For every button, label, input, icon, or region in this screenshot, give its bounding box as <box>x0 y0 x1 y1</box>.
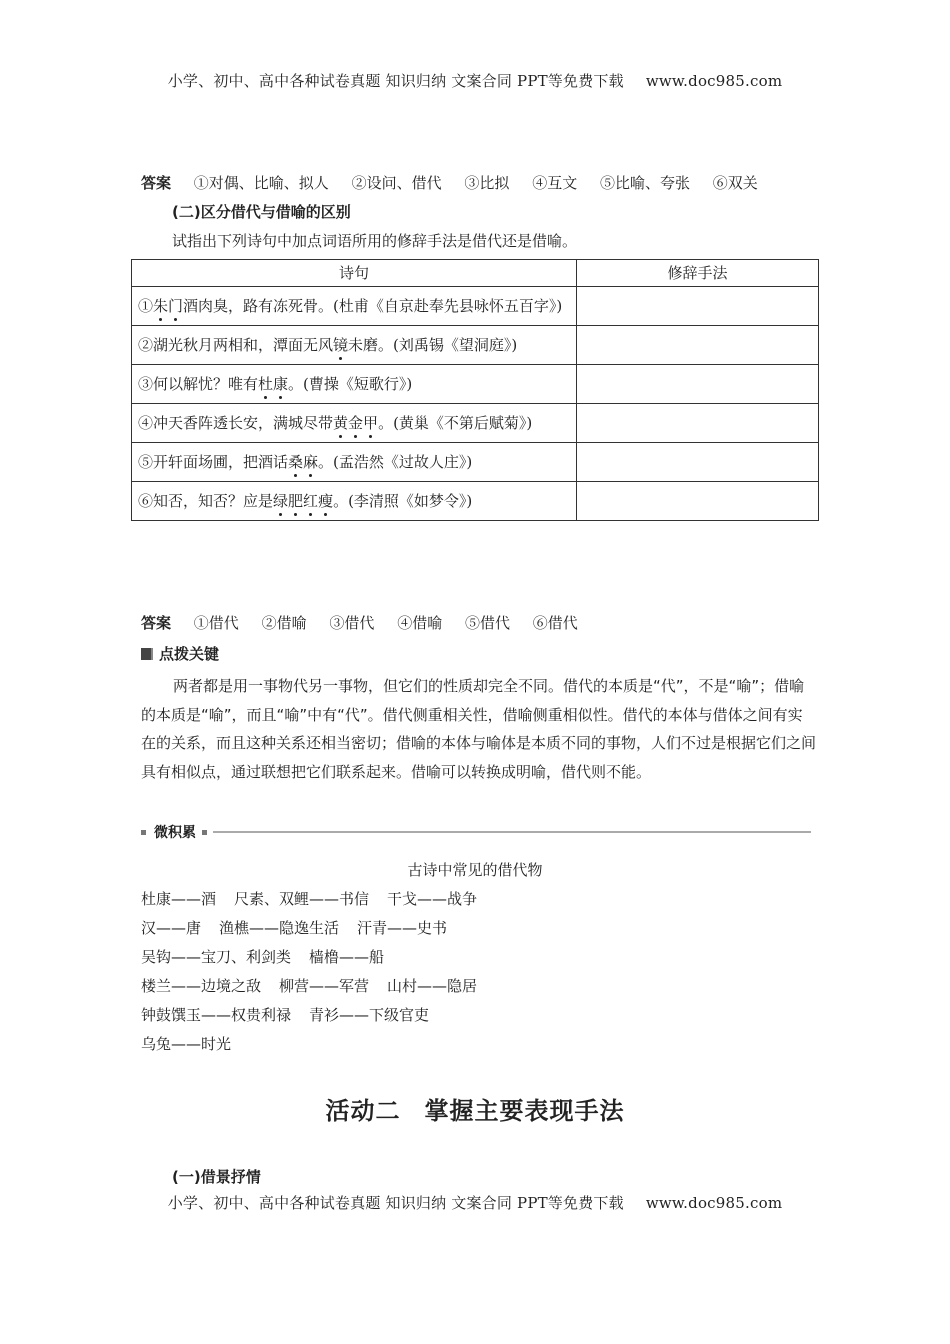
header-text: 小学、初中、高中各种试卷真题 知识归纳 文案合同 PPT等免费下载 <box>167 72 624 90</box>
answer-item: ⑥借代 <box>532 614 578 632</box>
answer-item: ①借代 <box>193 614 239 632</box>
answer-label: 答案 <box>141 174 172 192</box>
answer-cell <box>577 482 819 521</box>
emphasis-char: 康 <box>273 375 289 393</box>
list-line <box>141 917 465 938</box>
emphasis-char: 瘦 <box>318 492 334 510</box>
tip-heading <box>141 643 219 664</box>
list-item: 楼兰——边境之敌 <box>141 977 262 995</box>
answer-cell <box>577 404 819 443</box>
answer-cell <box>577 287 819 326</box>
emphasis-char: 杜 <box>258 375 274 393</box>
dotted-word <box>288 453 318 471</box>
list-item: 干戈——战争 <box>387 890 478 908</box>
emphasis-char: 肥 <box>288 492 304 510</box>
list-item: 尺素、双鲤——书信 <box>234 890 370 908</box>
tip-paragraph <box>141 672 817 786</box>
list-item: 青衫——下级官吏 <box>309 1006 430 1024</box>
emphasis-char: 镜 <box>333 336 349 354</box>
answer-line-2 <box>141 612 578 633</box>
footer-text: 小学、初中、高中各种试卷真题 知识归纳 文案合同 PPT等免费下载 <box>167 1194 624 1212</box>
list-title: 古诗中常见的借代物 <box>407 861 543 879</box>
table-row <box>132 443 819 482</box>
dotted-word <box>153 297 183 315</box>
list-item: 汉——唐 <box>141 919 202 937</box>
answer-item: ①对偶、比喻、拟人 <box>193 174 329 192</box>
table-row <box>132 365 819 404</box>
table-row <box>132 326 819 365</box>
poem-cell: ②湖光秋月两相和，潭面无风镜未磨。(刘禹锡《望洞庭》) <box>132 326 577 365</box>
poem-cell: ③何以解忧？唯有杜康。(曹操《短歌行》) <box>132 365 577 404</box>
square-bullet-icon <box>141 648 153 660</box>
poem-cell: ⑥知否，知否？应是绿肥红瘦。(李清照《如梦令》) <box>132 482 577 521</box>
answer-item: ②设问、借代 <box>351 174 442 192</box>
poem-table <box>131 259 819 521</box>
tip-text: 两者都是用一事物代另一事物，但它们的性质却完全不同。借代的本质是“代”，不是“喻”；借喻的本质是“喻”，而且“喻”中有“代”。借代侧重相关性，借喻侧重相似性。借代的本体与借体之间有实在的关系，而且这种关系还相当密切；借喻的本体与喻体是本质不同的事物，人们不过是根据它们之间具有相似点，通过联想把它们联系起来。借喻可以转换成明喻，借代则不能。 <box>141 677 817 781</box>
table-header: 诗句 <box>132 260 577 287</box>
poem-cell: ④冲天香阵透长安，满城尽带黄金甲。(黄巢《不第后赋菊》) <box>132 404 577 443</box>
square-bullet-icon <box>141 830 146 835</box>
dotted-word <box>258 375 288 393</box>
table-header: 修辞手法 <box>577 260 819 287</box>
header-url: www.doc985.com <box>645 72 783 90</box>
answer-line-1 <box>141 172 758 193</box>
list-item: 樯橹——船 <box>309 948 385 966</box>
emphasis-char: 绿 <box>273 492 289 510</box>
weiji-title: 微积累 <box>154 825 196 841</box>
tip-title: 点拨关键 <box>159 645 220 663</box>
divider <box>213 831 811 833</box>
answer-item: ③借代 <box>329 614 375 632</box>
page-footer <box>0 1192 950 1213</box>
list-item: 山村——隐居 <box>387 977 478 995</box>
table-row <box>132 404 819 443</box>
poem-cell: ⑤开轩面场圃，把酒话桑麻。(孟浩然《过故人庄》) <box>132 443 577 482</box>
list-line <box>141 975 495 996</box>
micro-accumulation-heading <box>141 822 811 842</box>
footer-url: www.doc985.com <box>645 1194 783 1212</box>
list-line <box>141 1033 249 1054</box>
answer-item: ⑤借代 <box>464 614 510 632</box>
answer-label: 答案 <box>141 614 172 632</box>
page-header <box>0 70 950 91</box>
poem-cell: ①朱门酒肉臭，路有冻死骨。(杜甫《自京赴奉先县咏怀五百字》) <box>132 287 577 326</box>
emphasis-char: 麻 <box>303 453 319 471</box>
section-title: (二)区分借代与借喻的区别 <box>172 203 351 221</box>
answer-item: ④互文 <box>532 174 578 192</box>
list-item: 汗青——史书 <box>357 919 448 937</box>
square-bullet-icon <box>202 830 207 835</box>
answer-cell <box>577 365 819 404</box>
subsection-title: (一)借景抒情 <box>172 1168 261 1186</box>
dotted-word <box>333 336 348 354</box>
table-header-row <box>132 260 819 287</box>
activity-heading: 活动二 掌握主要表现手法 <box>325 1097 625 1125</box>
emphasis-char: 朱 <box>153 297 169 315</box>
list-item: 柳营——军营 <box>279 977 370 995</box>
answer-cell <box>577 326 819 365</box>
emphasis-char: 桑 <box>288 453 304 471</box>
list-item: 钟鼓馔玉——权贵利禄 <box>141 1006 292 1024</box>
answer-item: ⑤比喻、夸张 <box>599 174 690 192</box>
list-item: 吴钩——宝刀、利剑类 <box>141 948 292 966</box>
emphasis-char: 黄 <box>333 414 349 432</box>
answer-item: ②借喻 <box>261 614 307 632</box>
list-item: 渔樵——隐逸生活 <box>219 919 340 937</box>
list-line <box>141 946 402 967</box>
list-item: 乌兔——时光 <box>141 1035 232 1053</box>
emphasis-char: 甲 <box>363 414 379 432</box>
emphasis-char: 金 <box>348 414 364 432</box>
table-row <box>132 287 819 326</box>
answer-item: ⑥双关 <box>712 174 758 192</box>
answer-item: ③比拟 <box>464 174 510 192</box>
answer-item: ④借喻 <box>397 614 443 632</box>
dotted-word <box>273 492 333 510</box>
list-item: 杜康——酒 <box>141 890 217 908</box>
emphasis-char: 门 <box>168 297 184 315</box>
list-line <box>141 1004 447 1025</box>
section-instruction: 试指出下列诗句中加点词语所用的修辞手法是借代还是借喻。 <box>172 232 578 250</box>
dotted-word <box>333 414 378 432</box>
answer-cell <box>577 443 819 482</box>
table-row <box>132 482 819 521</box>
list-line <box>141 888 495 909</box>
emphasis-char: 红 <box>303 492 319 510</box>
